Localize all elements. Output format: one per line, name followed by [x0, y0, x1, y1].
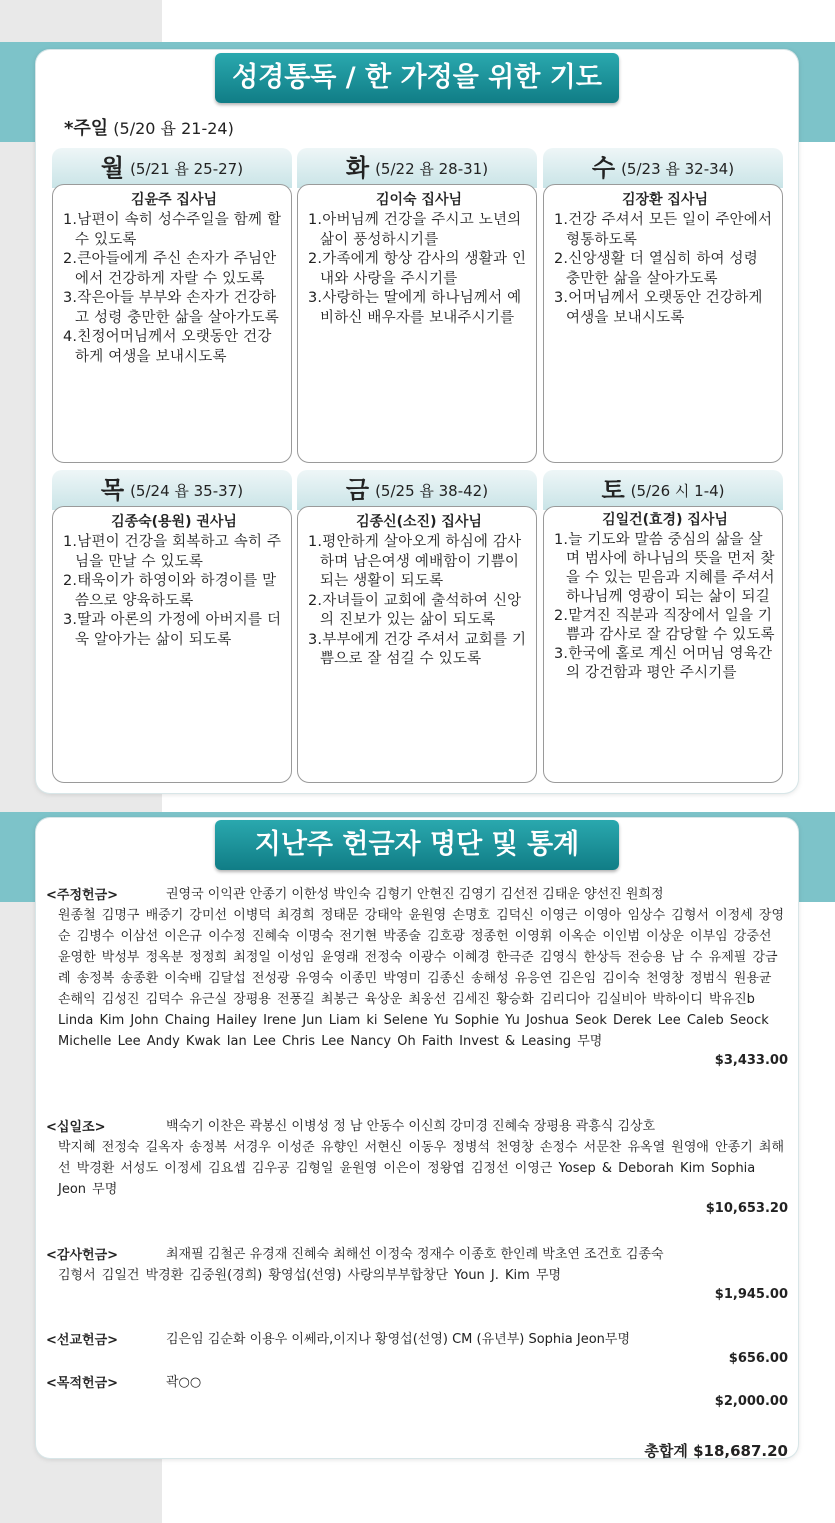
offering-amount: $10,653.20 — [705, 1201, 788, 1216]
day-prayer-box — [52, 506, 292, 783]
sunday-ref: (5/20 욥 21-24) — [113, 119, 234, 138]
day-ref: (5/21 욥 25-27) — [130, 160, 244, 178]
day-card-wed — [543, 148, 783, 463]
day-name: 수 — [591, 154, 616, 182]
offering-label: <십일조> — [46, 1120, 106, 1135]
day-header — [543, 470, 783, 510]
prayer-item: 2.자녀들이 교회에 출석하여 신앙의 진보가 있는 삶이 되도록 — [308, 592, 522, 628]
prayer-item: 3.사랑하는 딸에게 하나님께서 예비하신 배우자를 보내주시기를 — [308, 290, 522, 326]
offering-section-purpose — [46, 1372, 788, 1409]
offering-names-first: 백숙기 이찬은 곽봉신 이병성 정 남 안동수 이신희 강미경 진혜숙 장평용 곽흥식 김상호 — [166, 1119, 656, 1134]
prayer-item: 2.신앙생활 더 열심히 하여 성령 충만한 삶을 살아가도록 — [554, 251, 758, 287]
offering-total: 총합계 $18,687.20 — [644, 1442, 788, 1460]
prayer-person: 김윤주 집사님 — [130, 192, 218, 208]
offering-names-first: 권영국 이익관 안종기 이한성 박인숙 김형기 안현진 김영기 김선전 김태운 양선진 원희정 — [166, 887, 664, 902]
day-name: 화 — [345, 154, 370, 182]
prayer-person: 김일건(효경) 집사님 — [602, 512, 728, 528]
offering-section-tithe — [46, 1116, 788, 1216]
sunday-label: *주일 — [64, 118, 109, 139]
prayer-item: 3.작은아들 부부와 손자가 건강하고 성령 충만한 삶을 살아가도록 — [63, 290, 279, 326]
offering-names: 박지혜 전정숙 길옥자 송정복 서경우 이성준 유향인 서현신 이동우 정병석 천영창 손정수 서문찬 유옥열 원영애 안종기 최해선 박경환 서성도 이정세 김요셉 김우공 김형일 윤원영 이은이 정왕엽 김정선 이영근 Yosep & Deborah Kim Sophia Jeon 무명 — [58, 1140, 785, 1197]
day-header — [52, 148, 292, 188]
prayer-item: 2.가족에게 항상 감사의 생활과 인내와 사랑을 주시기를 — [308, 251, 527, 287]
day-prayer-box — [297, 184, 537, 463]
day-card-tue — [297, 148, 537, 463]
offering-title: 지난주 헌금자 명단 및 통계 — [215, 820, 619, 870]
offering-names-first: 곽○○ — [166, 1375, 202, 1390]
day-ref: (5/24 욥 35-37) — [130, 482, 244, 500]
prayer-item: 1.아버님께 건강을 주시고 노년의 삶이 풍성하시기를 — [308, 212, 522, 248]
offering-names-first: 최재필 김철곤 유경재 진혜숙 최해선 이정숙 정재수 이종호 한인례 박초연 조건호 김종숙 — [166, 1247, 664, 1262]
prayer-item: 2.큰아들에게 주신 손자가 주님안에서 건강하게 자랄 수 있도록 — [63, 251, 277, 287]
prayer-item: 3.딸과 아론의 가정에 아버지를 더욱 알아가는 삶이 되도록 — [63, 612, 282, 648]
day-ref: (5/25 욥 38-42) — [375, 482, 489, 500]
day-prayer-box — [297, 506, 537, 783]
prayer-item: 2.태욱이가 하영이와 하경이를 말씀으로 양육하도록 — [63, 573, 277, 609]
day-header — [543, 148, 783, 188]
day-prayer-box — [52, 184, 292, 463]
day-card-fri — [297, 470, 537, 783]
day-header — [52, 470, 292, 510]
prayer-person: 김장환 집사님 — [621, 192, 709, 208]
offering-label: <선교헌금> — [46, 1333, 119, 1348]
day-ref: (5/23 욥 32-34) — [621, 160, 735, 178]
day-card-sat — [543, 470, 783, 783]
day-name: 금 — [345, 476, 370, 504]
day-header — [297, 148, 537, 188]
offering-label: <목적헌금> — [46, 1376, 119, 1391]
prayer-item: 1.건강 주셔서 모든 일이 주안에서 형통하도록 — [554, 212, 773, 248]
offering-amount: $2,000.00 — [714, 1394, 788, 1409]
prayer-person: 김종신(소진) 집사님 — [356, 514, 482, 530]
prayer-title: 성경통독 / 한 가정을 위한 기도 — [215, 53, 619, 103]
day-ref: (5/26 시 1-4) — [630, 482, 725, 500]
offering-names: 원종철 김명구 배중기 강미선 이병덕 최경희 정태문 강태악 윤원영 손명호 김덕신 이영근 이영아 임상수 김형서 이정세 장영순 김병수 이삼선 이은규 이수정 진혜숙 이명숙 전기현 박종술 김호광 정종헌 이영휘 이옥순 이인범 이상운 이부임 강중선 윤영한 박성부 정옥분 정정희 최정일 이성임 윤영래 전정숙 이광수 이혜경 한극준 김영식 한상득 전승용 남 수 유제필 강금례 송정복 송종환 이숙배 김달섭 전성광 유영숙 이종민 박영미 김종신 송해성 유응연 김은임 김이숙 천영창 정범식 원용균 손해익 김성진 김덕수 유근실 장평용 전풍길 최봉근 육상운 최웅선 김세진 황승화 김리디아 김실비아 박하이디 박유진b Linda Kim John Chaing Hailey Irene Jun Liam ki Selene Yu Sophie Yu Joshua Seok Derek Lee Caleb Seock Michelle Lee Andy Kwak Ian Lee Chris Lee Nancy Oh Faith Invest & Leasing 무명 — [58, 908, 785, 1049]
offering-section-sunday — [46, 884, 788, 1068]
day-card-thu — [52, 470, 292, 783]
offering-label: <감사헌금> — [46, 1248, 119, 1263]
day-header — [297, 470, 537, 510]
prayer-item: 1.남편이 건강을 회복하고 속히 주님을 만날 수 있도록 — [63, 534, 282, 570]
offering-amount: $656.00 — [728, 1351, 788, 1366]
prayer-item: 1.늘 기도와 말씀 중심의 삶을 살며 범사에 하나님의 뜻을 먼저 찾을 수 있는 믿음과 지혜를 주셔서 하나님께 영광이 되는 삶이 되길 — [554, 532, 775, 605]
day-prayer-box — [543, 184, 783, 463]
offering-label: <주정헌금> — [46, 888, 119, 903]
prayer-item: 1.남편이 속히 성수주일을 함께 할 수 있도록 — [63, 212, 282, 248]
day-ref: (5/22 욥 28-31) — [375, 160, 489, 178]
prayer-item: 3.어머님께서 오랫동안 건강하게 여생을 보내시도록 — [554, 290, 763, 326]
prayer-item: 2.맡겨진 직분과 직장에서 일을 기쁨과 감사로 잘 감당할 수 있도록 — [554, 608, 775, 643]
offering-names-first: 김은임 김순화 이용우 이쎄라,이지나 황영섭(선영) CM (유년부) Sophia Jeon무명 — [166, 1332, 631, 1347]
day-name: 목 — [100, 476, 125, 504]
prayer-item: 3.부부에게 건강 주셔서 교회를 기쁨으로 잘 섬길 수 있도록 — [308, 631, 527, 667]
offering-section-thanks — [46, 1244, 788, 1302]
prayer-person: 김이숙 집사님 — [375, 192, 463, 208]
prayer-item: 1.평안하게 살아오게 하심에 감사하며 남은여생 예배함이 기쁨이 되는 생활이 되도록 — [308, 534, 522, 589]
offering-names: 김형서 김일건 박경환 김중원(경희) 황영섭(선영) 사랑의부부합창단 Youn J. Kim 무명 — [58, 1268, 562, 1283]
prayer-item: 3.한국에 홀로 계신 어머님 영육간의 강건함과 평안 주시기를 — [554, 646, 773, 681]
offering-amount: $1,945.00 — [714, 1287, 788, 1302]
day-name: 월 — [100, 154, 125, 182]
day-prayer-box — [543, 506, 783, 783]
offering-amount: $3,433.00 — [714, 1053, 788, 1068]
prayer-item: 4.친정어머님께서 오랫동안 건강하게 여생을 보내시도록 — [63, 329, 272, 365]
day-card-mon — [52, 148, 292, 463]
offering-section-mission — [46, 1329, 788, 1366]
prayer-person: 김종숙(용원) 권사님 — [111, 514, 237, 530]
day-name: 토 — [601, 476, 625, 504]
sunday-line — [64, 114, 234, 140]
